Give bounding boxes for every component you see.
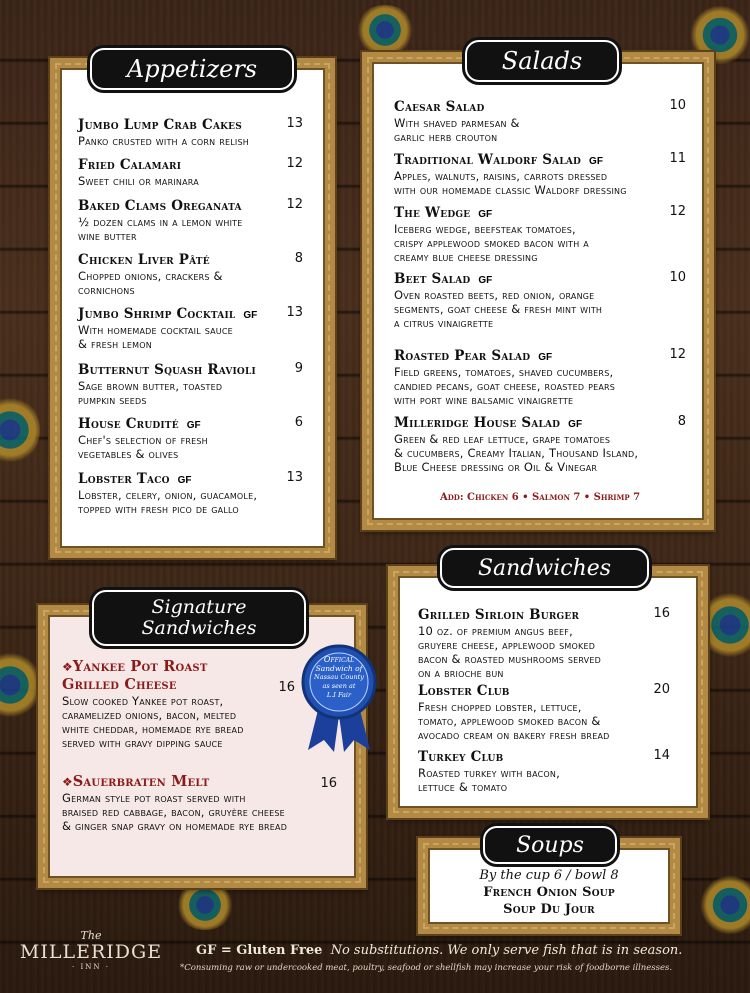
- peacock-feather-decoration: [0, 395, 40, 465]
- peacock-feather-decoration: [700, 875, 750, 935]
- menu-item: Roasted Pear Salad GF 12 Field greens, tomatoes, shaved cucumbers, candied pecans, goat cheese, roasted pears with port wine balsamic vinaigrette: [394, 347, 686, 407]
- menu-item: Grilled Sirloin Burger 16 10 oz. of premium angus beef, gruyere cheese, applewood smoked bacon & roasted mushrooms served on a brioche bun: [418, 606, 670, 680]
- soups-banner: [483, 826, 617, 864]
- menu-item: Turkey Club 14 Roasted turkey with bacon, lettuce & tomato: [418, 748, 670, 794]
- salad-add-ons: Add: Chicken 6 • Salmon 7 • Shrimp 7: [439, 492, 641, 503]
- footer-note: GF = Gluten Free No substitutions. We only serve fish that is in season.: [196, 943, 683, 958]
- footer-disclaimer: *Consuming raw or undercooked meat, poultry, seafood or shellfish may increase your risk of foodborne illnesses.: [180, 963, 673, 973]
- diamond-icon: ❖: [62, 660, 73, 674]
- salads-title: Salads: [501, 47, 583, 75]
- sandwiches-banner: [440, 548, 649, 588]
- peacock-feather-decoration: [355, 5, 415, 55]
- diamond-icon: ❖: [62, 775, 73, 789]
- soup-pricing: By the cup 6 / bowl 8: [479, 868, 619, 883]
- signature-banner: [92, 590, 306, 646]
- peacock-feather-decoration: [0, 650, 40, 720]
- menu-item: Jumbo Shrimp Cocktail GF 13 With homemade cocktail sauce & fresh lemon: [78, 305, 303, 351]
- menu-item: The Wedge GF 12 Iceberg wedge, beefsteak tomatoes, crispy applewood smoked bacon with a creamy blue cheese dressing: [394, 204, 686, 264]
- sandwiches-title: Sandwiches: [477, 555, 612, 581]
- menu-item: Jumbo Lump Crab Cakes 13 Panko crusted with a corn relish: [78, 116, 303, 148]
- menu-item: Beet Salad GF 10 Oven roasted beets, red onion, orange segments, goat cheese & fresh mint with a citrus vinaigrette: [394, 270, 686, 330]
- soups-content: [428, 868, 670, 917]
- menu-item: Traditional Waldorf Salad GF 11 Apples, walnuts, raisins, carrots dressed with our homemade classic Waldorf dressing: [394, 151, 686, 197]
- menu-item: Fried Calamari 12 Sweet chili or marinara: [78, 156, 303, 188]
- appetizers-banner: [90, 48, 294, 90]
- restaurant-logo: The MILLERIDGE · INN ·: [19, 929, 163, 971]
- salads-banner: [465, 40, 619, 82]
- salads-list: [394, 98, 686, 508]
- signature-title-line2: Sandwiches: [141, 617, 257, 639]
- menu-item: Milleridge House Salad GF 8 Green & red leaf lettuce, grape tomatoes & cucumbers, Creamy Italian, Thousand Island, Blue Cheese dressing or Oil & Vinegar: [394, 414, 686, 474]
- award-ribbon-icon: Offical Sandwich of Nassau County as seen at L.I Fair: [300, 642, 378, 752]
- menu-item: Baked Clams Oreganata 12 ½ dozen clams in a lemon white wine butter: [78, 197, 303, 243]
- menu-item: Caesar Salad 10 With shaved parmesan & garlic herb crouton: [394, 98, 686, 144]
- menu-item: Butternut Squash Ravioli 9 Sage brown butter, toasted pumpkin seeds: [78, 361, 303, 407]
- menu-item: ❖Yankee Pot Roast Grilled Cheese 16 Slow cooked Yankee pot roast, caramelized onions, bacon, melted white cheddar, homemade rye bread served with gravy dipping sauce: [62, 658, 295, 750]
- menu-item: Chicken Liver Pâté 8 Chopped onions, crackers & cornichons: [78, 251, 303, 297]
- menu-item: Lobster Taco GF 13 Lobster, celery, onion, guacamole, topped with fresh pico de gallo: [78, 470, 303, 516]
- signature-list: [62, 658, 337, 848]
- soup-item: French Onion Soup: [483, 885, 615, 900]
- menu-item: ❖Sauerbraten Melt 16 German style pot roast served with braised red cabbage, bacon, gruyère cheese & ginger snap gravy on homemade rye bread: [62, 773, 337, 833]
- soup-item: Soup Du Jour: [503, 902, 595, 917]
- appetizers-title: Appetizers: [126, 55, 258, 83]
- signature-title-line1: Signature: [151, 596, 247, 618]
- menu-item: House Crudité GF 6 Chef's selection of fresh vegetables & olives: [78, 415, 303, 461]
- soups-title: Soups: [516, 832, 584, 858]
- appetizers-list: [78, 116, 303, 536]
- menu-item: Lobster Club 20 Fresh chopped lobster, lettuce, tomato, applewood smoked bacon & avocado cream on bakery fresh bread: [418, 682, 670, 742]
- sandwiches-list: [418, 606, 670, 796]
